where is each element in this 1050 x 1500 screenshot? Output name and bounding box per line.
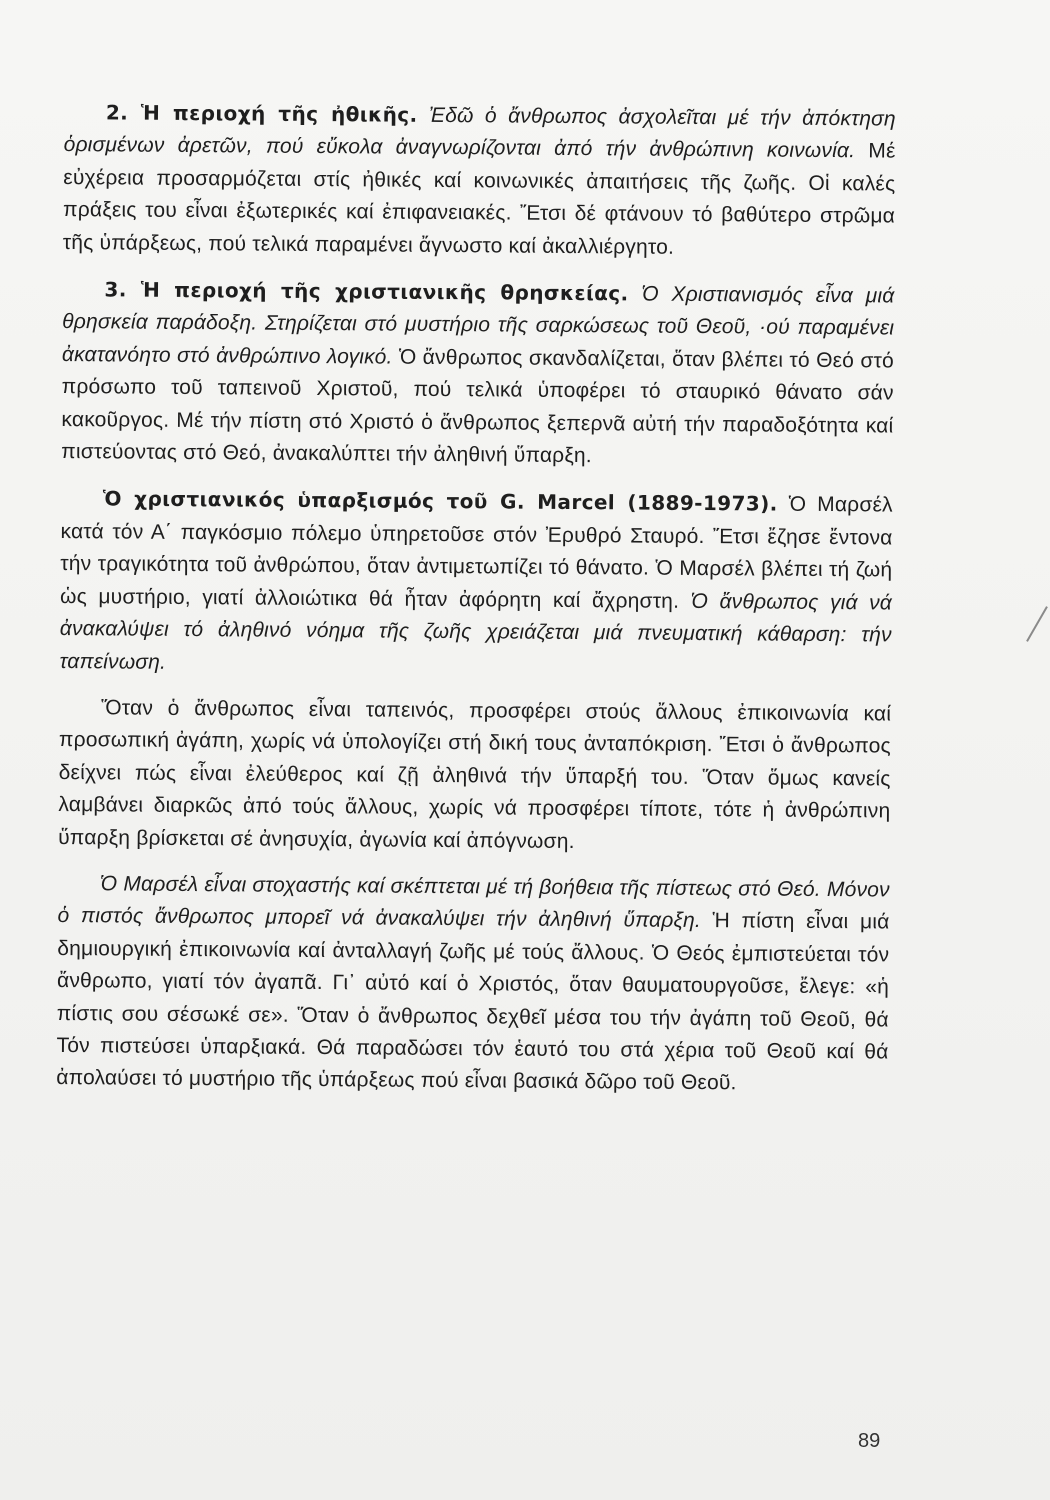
- italic-text: Ὁ Χριστιανισμός εἶνα μιά θρησκεία παράδοξη. Στηρίζεται στό μυστήριο τῆς σαρκώσεως τοῦ Θεοῦ, ·ού παραμένει ἀκατανόητο στό ἀνθρώπινο λογικό.: [61, 282, 895, 369]
- section-heading-ethics: 2. Ἡ περιοχή τῆς ἠθικῆς.: [105, 100, 418, 127]
- body-text: Ὁ ἄνθρωπος σκανδαλίζεται, ὅταν βλέπει τό Θεό στό πρόσωπο τοῦ ταπεινοῦ Χριστοῦ, πού τελικά ὑποφέρει τό σταυρικό θάνατο σάν κακοῦργος. Μέ τήν πίστη στό Χριστό ὁ ἄνθρωπος ξεπερνᾶ αὐτή τήν παραδοξότητα καί πιστεύοντας στό Θεό, ἀνακαλύπτει τήν ἀληθινή ὕπαρξη.: [61, 345, 895, 468]
- body-text: Μέ εὐχέρεια προσαρμόζεται στίς ἠθικές καί κοινωνικές ἀπαιτήσεις τῆς ζωῆς. Οἱ καλές πράξεις του εἶναι ἐξωτερικές καί ἐπιφανειακές. Ἔτσι δέ φτάνουν τό βαθύτερο στρῶμα τῆς ὑπάρξεως, πού τελικά παραμένει ἄγνωστο καί ἀκαλλιέργητο.: [62, 139, 896, 259]
- paragraph-ethics: [63, 96, 896, 266]
- paragraph-marcel: [59, 482, 893, 684]
- section-heading-marcel: Ὁ χριστιανικός ὑπαρξισμός τοῦ G. Marcel (1889-1973).: [102, 486, 778, 517]
- section-heading-religion: 3. Ἡ περιοχή τῆς χριστιανικῆς θρησκείας.: [104, 277, 629, 306]
- body-text: Ὅταν ὁ ἄνθρωπος εἶναι ταπεινός, προσφέρει στούς ἄλλους ἐπικοινωνία καί προσωπική ἀγάπη, χωρίς νά ὑπολογίζει στή δική τους ἀνταπόκριση. Ἔτσι ὁ ἄνθρωπος δείχνει πώς εἶναι ἐλεύθερος καί ζῇ ἀληθινά τήν ὕπαρξή του. Ὅταν ὅμως κανείς λαμβάνει διαρκῶς ἀπό τούς ἄλλους, χωρίς νά προσφέρει τίποτε, τότε ἡ ἀνθρώπινη ὕπαρξη βρίσκεται σέ ἀνησυχία, ἀγωνία καί ἀπόγνωση.: [58, 696, 892, 853]
- paragraph-humility: [58, 692, 891, 861]
- page-body: [56, 96, 896, 1117]
- paragraph-christian-religion: [61, 273, 895, 475]
- paragraph-faith: [56, 868, 890, 1101]
- italic-text: Ὁ Μαρσέλ εἶναι στοχαστής καί σκέπτεται μέ τή βοήθεια τῆς πίστεως στό Θεό. Μόνον ὁ πιστός ἄνθρωπος μπορεῖ νά ἀνακαλύψει τήν ἀληθινή ὕπαρξη.: [57, 872, 890, 933]
- body-text: Ὁ Μαρσέλ κατά τόν Α΄ παγκόσμιο πόλεμο ὑπηρετοῦσε στόν Ἐρυθρό Σταυρό. Ἔτσι ἔζησε ἔντονα τήν τραγικότητα τοῦ ἀνθρώπου, ὅταν ἀντιμετωπίζει τό θάνατο. Ὁ Μαρσέλ βλέπει τή ζωή ὡς μυστήριο, γιατί ἀλλοιώτικα θά ἦταν ἀφόρητη καί ἄχρηστη.: [59, 493, 893, 613]
- page-number: 89: [858, 1430, 881, 1452]
- italic-text: Ἐδῶ ὁ ἄνθρωπος ἀσχολεῖται μέ τήν ἀπόκτηση ὁρισμένων ἀρετῶν, πού εὔκολα ἀναγνωρίζονται ἀπό τήν ἀνθρώπινη κοινωνία.: [63, 103, 896, 163]
- body-text: Ἡ πίστη εἶναι μιά δημιουργική ἐπικοινωνία καί ἀνταλλαγή ζωῆς μέ τούς ἄλλους. Ὁ Θεός ἐμπιστεύεται τόν ἄνθρωπο, γιατί τόν ἀγαπᾶ. Γι᾿ αὐτό καί ὁ Χριστός, ὅταν θαυματουργοῦσε, ἔλεγε: «ἡ πίστις σου σέσωκέ σε». Ὅταν ὁ ἄνθρωπος δεχθεῖ μέσα του τήν ἀγάπη τοῦ Θεοῦ, θά Τόν πιστεύσει ὑπαρξιακά. Θά παραδώσει τόν ἑαυτό του στά χέρια τοῦ Θεοῦ καί θά ἀπολαύσει τό μυστήριο τῆς ὑπάρξεως πού εἶναι βασικά δῶρο τοῦ Θεοῦ.: [56, 909, 890, 1095]
- italic-text: Ὁ ἄνθρωπος γιά νά ἀνακαλύψει τό ἀληθινό νόημα τῆς ζωῆς χρειάζεται μιά πνευματική κάθαρση: τήν ταπείνωση.: [59, 589, 893, 674]
- margin-pencil-mark: [1026, 606, 1048, 642]
